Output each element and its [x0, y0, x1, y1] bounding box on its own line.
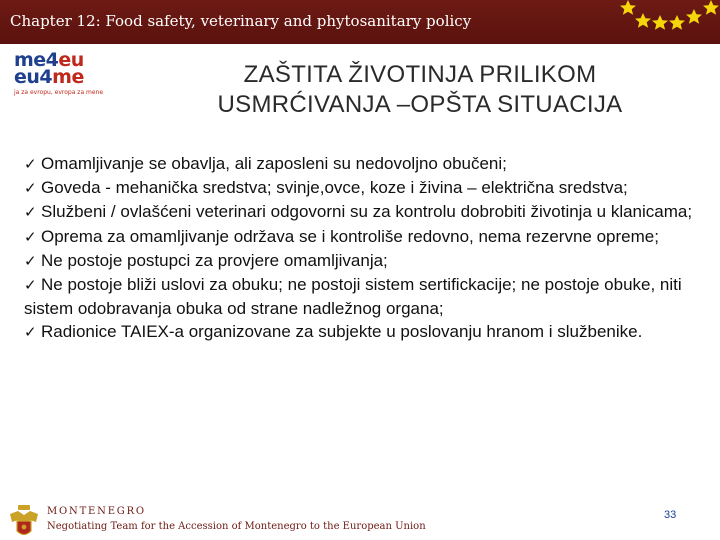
montenegro-coat-of-arms-icon	[6, 504, 42, 540]
slide-title-line-1: ZAŠTITA ŽIVOTINJA PRILIKOM	[243, 61, 597, 88]
star-icon	[703, 0, 719, 15]
header-bar	[0, 0, 720, 44]
page-number: 33	[664, 509, 677, 521]
checkmark-icon: ✓	[24, 323, 37, 342]
checkmark-icon: ✓	[24, 251, 37, 270]
list-item: ✓ Oprema za omamljivanje održava se i kontroliše redovno, nema rezervne opreme;	[24, 225, 704, 249]
logo-line-1: me4eu	[14, 49, 84, 71]
footer-team: Negotiating Team for the Accession of Montenegro to the European Union	[47, 521, 426, 532]
star-icon	[686, 9, 702, 24]
star-icon	[669, 15, 685, 30]
footer-country: MONTENEGRO	[47, 506, 146, 517]
bullet-list	[24, 152, 704, 345]
star-icon	[635, 13, 651, 28]
star-icon	[652, 15, 668, 30]
list-item: ✓ Goveda - mehanička sredstva; svinje,ovce, koze i živina – električna sredstva;	[24, 176, 704, 200]
list-item: ✓ Ne postoje postupci za provjere omamljivanja;	[24, 249, 704, 273]
checkmark-icon: ✓	[24, 179, 37, 198]
slide-title-line-2: USMRĆIVANJA –OPŠTA SITUACIJA	[217, 91, 623, 118]
checkmark-icon: ✓	[24, 155, 37, 173]
logo-tagline: ja za evropu, evropa za mene	[14, 89, 104, 96]
checkmark-icon: ✓	[24, 276, 37, 295]
logo-line-2: eu4me	[14, 66, 84, 88]
me4eu-logo	[14, 49, 124, 102]
list-item: ✓ Omamljivanje se obavlja, ali zaposleni su nedovoljno obučeni;	[24, 152, 704, 176]
list-item: ✓ Ne postoje bliži uslovi za obuku; ne postoji sistem sertifickacije; ne postoje obuke, niti sistem odobravanja obuka od strane nadležnog organa;	[24, 275, 682, 319]
slide-title	[150, 60, 690, 120]
list-item: ✓ Službeni / ovlašćeni veterinari odgovorni su za kontrolu dobrobiti životinja u klanicama;	[24, 200, 704, 224]
eu-stars-icon	[600, 0, 720, 44]
checkmark-icon: ✓	[24, 227, 37, 246]
chapter-title: Chapter 12: Food safety, veterinary and phytosanitary policy	[10, 12, 472, 30]
star-icon	[620, 0, 636, 15]
checkmark-icon: ✓	[24, 203, 37, 222]
list-item: ✓ Radionice TAIEX-a organizovane za subjekte u poslovanju hranom i službenike.	[24, 320, 704, 344]
